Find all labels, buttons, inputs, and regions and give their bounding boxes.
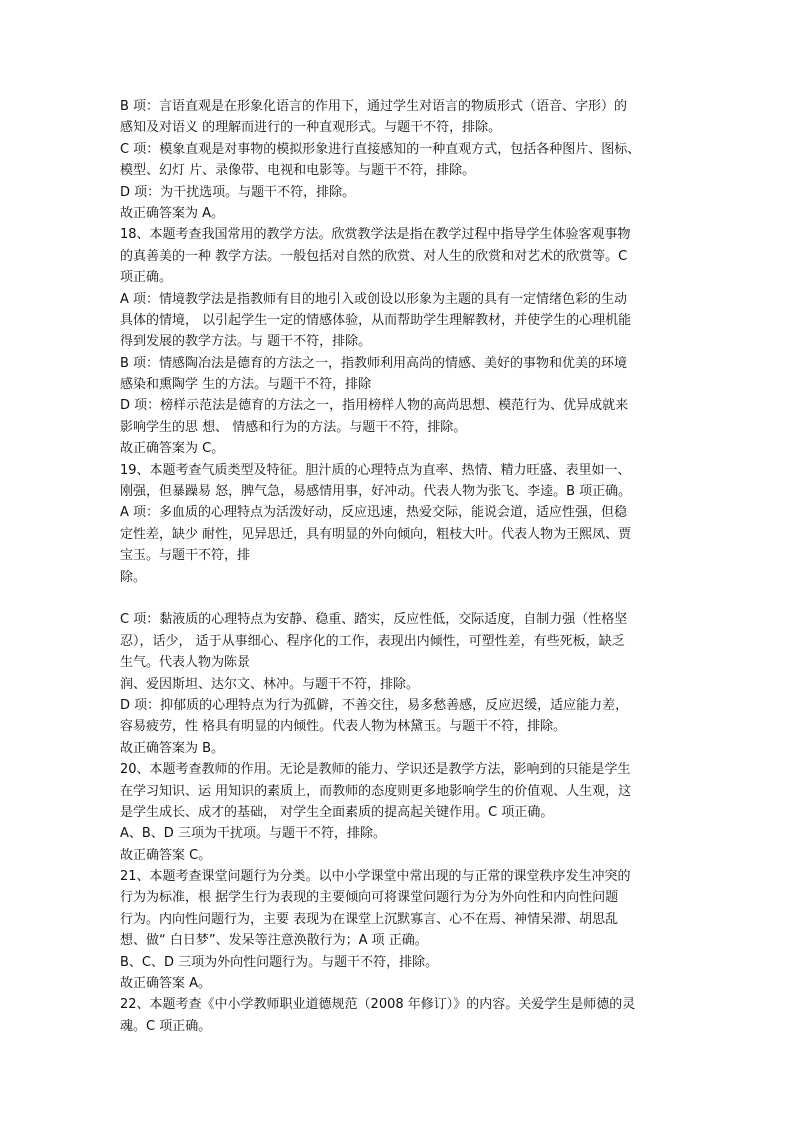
text-line: 生气。代表人物为陈景 <box>120 655 251 671</box>
text-line: D 项：抑郁质的心理特点为行为孤僻，不善交往，易多愁善感，反应迟缓，适应能力差， <box>120 697 629 713</box>
text-line: 故正确答案为 B。 <box>120 740 225 756</box>
text-line: C 项：黏液质的心理特点为安静、稳重、踏实，反应性低，交际适度，自制力强（性格坚 <box>120 612 628 628</box>
text-line: 影响学生的思 想、 情感和行为的方法。与题干不符，排除。 <box>120 419 467 435</box>
text-line: 魂。C 项正确。 <box>120 1018 212 1034</box>
text-line: 22、本题考查《中小学教师职业道德规范（2008 年修订）》的内容。关爱学生是师德的灵 <box>120 997 636 1013</box>
text-line: 定性差，缺少 耐性，见异思迁，具有明显的外向倾向，粗枝大叶。代表人物为王熙凤、贾 <box>120 526 632 542</box>
text-line: 项正确。 <box>120 270 173 286</box>
text-line: 模型、幻灯 片、录像带、电视和电影等。与题干不符，排除。 <box>120 163 476 179</box>
text-line: 19、本题考查气质类型及特征。胆汁质的心理特点为直率、热情、精力旺盛、表里如一、 <box>120 462 631 478</box>
text-line: D 项：为干扰选项。与题干不符，排除。 <box>120 184 356 200</box>
blank-line <box>120 588 696 609</box>
text-line: 21、本题考查课堂问题行为分类。以中小学课堂中常出现的与正常的课堂秩序发生冲突的 <box>120 869 631 885</box>
text-line: 得到发展的教学方法。与 题干不符，排除。 <box>120 334 372 350</box>
text-line: 行为。内向性问题行为，主要 表现为在课堂上沉默寡言、心不在焉、神情呆滞、胡思乱 <box>120 911 619 927</box>
text-line: 在学习知识、运 用知识的素质上，而教师的态度则更多地影响学生的价值观、人生观，这 <box>120 783 632 799</box>
text-line: 刚强，但暴躁易 怒，脾气急，易感情用事，好冲动。代表人物为张飞、李逵。B 项正确。 <box>120 484 632 500</box>
text-line: 容易疲劳，性 格具有明显的内倾性。代表人物为林黛玉。与题干不符，排除。 <box>120 719 567 735</box>
text-line: A 项：情境教学法是指教师有目的地引入或创设以形象为主题的具有一定情绪色彩的生动 <box>120 291 628 307</box>
text-line: 忍），话少， 适于从事细心、程序化的工作，表现出内倾性，可塑性差，有些死板，缺乏 <box>120 633 625 649</box>
text-line: 故正确答案 A。 <box>120 976 212 992</box>
text-line: 感染和熏陶学 生的方法。与题干不符，排除 <box>120 377 372 393</box>
text-line: A、B、D 三项为干扰项。与题干不符，排除。 <box>120 826 386 842</box>
text-line: B、C、D 三项为外向性问题行为。与题干不符，排除。 <box>120 954 439 970</box>
text-line: B 项：言语直观是在形象化语言的作用下，通过学生对语言的物质形式（语音、字形）的 <box>120 99 628 114</box>
text-line: 宝玉。与题干不符，排 <box>120 548 251 564</box>
text-line: 具体的情境， 以引起学生一定的情感体验，从而帮助学生理解教材，并使学生的心理机能 <box>120 312 632 328</box>
text-line: 20、本题考查教师的作用。无论是教师的能力、学识还是教学方法，影响到的只能是学生 <box>120 762 631 778</box>
text-line: 的真善美的一种 教学方法。一般包括对自然的欣赏、对人生的欣赏和对艺术的欣赏等。C <box>120 248 628 264</box>
text-line: 润、爱因斯坦、达尔文、林冲。与题干不符，排除。 <box>120 676 420 692</box>
text-line: 想、做“ 白日梦”、发呆等注意涣散行为；A 项 正确。 <box>120 933 428 949</box>
document-body <box>120 96 696 1037</box>
text-line: D 项：榜样示范法是德育的方法之一，指用榜样人物的高尚思想、模范行为、优异成就来 <box>120 398 629 414</box>
text-line: A 项：多血质的心理特点为活泼好动，反应迅速，热爱交际，能说会道，适应性强，但稳 <box>120 505 628 521</box>
text-line: B 项：情感陶冶法是德育的方法之一，指教师利用高尚的情感、美好的事物和优美的环境 <box>120 355 628 371</box>
text-line: 是学生成长、成才的基础， 对学生全面素质的提高起关键作用。C 项正确。 <box>120 804 554 820</box>
text-line: 18、本题考查我国常用的教学方法。欣赏教学法是指在教学过程中指导学生体验客观事物 <box>120 227 631 243</box>
text-line: 故正确答案为 A。 <box>120 205 225 221</box>
text-line: 行为为标准，根 据学生行为表现的主要倾向可将课堂问题行为分为外向性和内向性问题 <box>120 890 619 906</box>
text-line: C 项：模象直观是对事物的模拟形象进行直接感知的一种直观方式，包括各种图片、图标、 <box>120 141 641 157</box>
text-line: 故正确答案为 C。 <box>120 441 225 457</box>
text-line: 故正确答案 C。 <box>120 847 212 863</box>
text-line: 感知及对语义 的理解而进行的一种直观形式。与题干不符，排除。 <box>120 120 502 136</box>
text-line: 除。 <box>120 569 147 585</box>
